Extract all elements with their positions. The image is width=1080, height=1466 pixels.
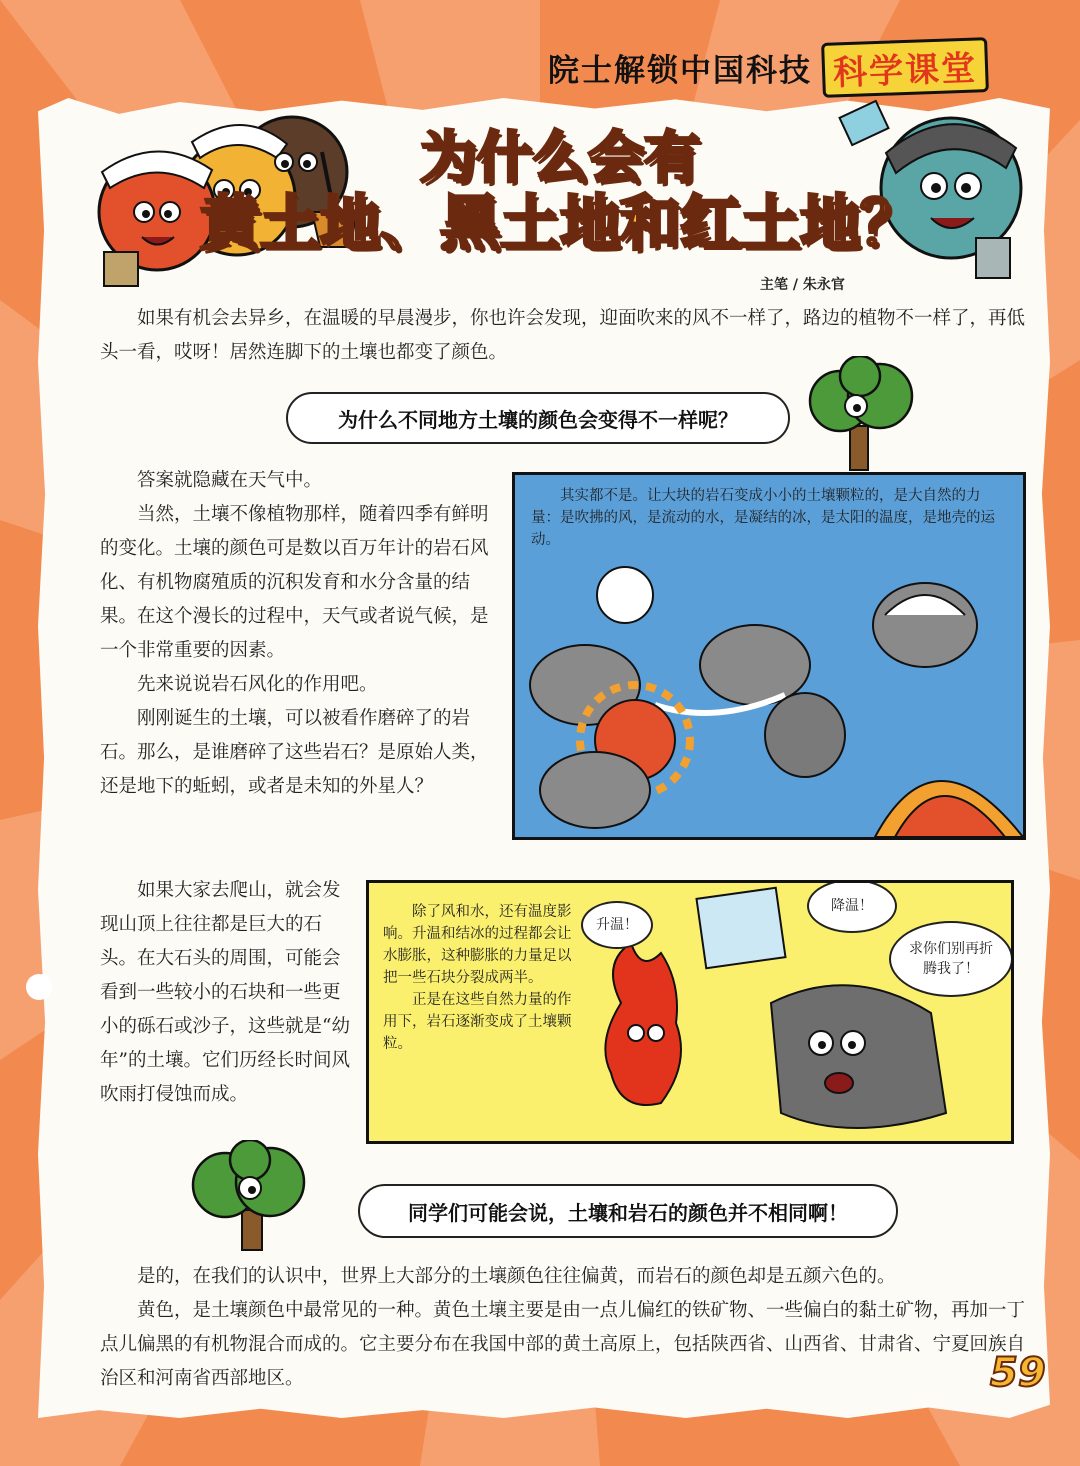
bottom-para-1: 是的，在我们的认识中，世界上大部分的土壤颜色往往偏黄，而岩石的颜色却是五颜六色的。 (137, 1266, 896, 1287)
speech-bubble-rock (889, 921, 1013, 997)
yellow-caption-2: 正是在这些自然力量的作用下，岩石逐渐变成了土壤颗粒。 (383, 992, 572, 1052)
yellow-panel-caption (383, 901, 579, 1055)
question-1-text: 为什么不同地方土壤的颜色会变得不一样呢？ (338, 407, 738, 432)
tree-character-icon (800, 356, 930, 472)
speech-rock-text: 求你们别再折腾我了！ (909, 941, 993, 977)
left-para-3: 先来说说岩石风化的作用吧。 (137, 674, 378, 695)
speech-bubble-cool (807, 880, 897, 933)
left-para-2: 当然，土壤不像植物那样，随着四季有鲜明的变化。土壤的颜色可是数以百万年计的岩石风化、有机物腐殖质的沉积发育和水分含量的结果。在这个漫长的过程中，天气或者说气候，是一个非常重要的因素。 (100, 504, 489, 661)
question-bubble-2 (358, 1184, 898, 1238)
series-title: 院士解锁中国科技 (548, 53, 812, 89)
speech-cool-text: 降温！ (831, 898, 873, 914)
punch-hole (26, 974, 52, 1000)
weathering-comic-panel (512, 472, 1026, 840)
series-badge: 科学课堂 (821, 37, 989, 98)
yellow-caption-1: 除了风和水，还有温度影响。升温和结冰的过程都会让水膨胀，这种膨胀的力量足以把一些石块分裂成两半。 (383, 904, 572, 986)
bottom-section (100, 1260, 1030, 1396)
title-line-2: 黄土地、黑土地和红土地？ (200, 188, 920, 259)
page-title (200, 128, 920, 258)
blue-panel-caption: 其实都不是。让大块的岩石变成小小的土壤颗粒的，是大自然的力量：是吹拂的风，是流动的水，是凝结的冰，是太阳的温度，是地壳的运动。 (531, 488, 995, 548)
left-column (100, 464, 494, 804)
intro-paragraph: 如果有机会去异乡，在温暖的早晨漫步，你也许会发现，迎面吹来的风不一样了，路边的植物不一样了，再低头一看，哎呀！居然连脚下的土壤也都变了颜色。 (100, 308, 1026, 363)
tree-character-2-icon (170, 1140, 340, 1252)
title-line-1: 为什么会有 (420, 126, 700, 191)
question-bubble-1 (286, 392, 790, 444)
speech-heat-text: 升温！ (596, 917, 638, 933)
question-2-text: 同学们可能会说，土壤和岩石的颜色并不相同啊！ (408, 1200, 848, 1225)
temperature-comic-panel (366, 880, 1014, 1144)
left-para-4: 刚刚诞生的土壤，可以被看作磨碎了的岩石。那么，是谁磨碎了这些岩石？是原始人类，还是地下的蚯蚓，或者是未知的外星人？ (100, 708, 489, 797)
weathering-forces-illustration (515, 555, 1023, 837)
bottom-para-2: 黄色，是土壤颜色中最常见的一种。黄色土壤主要是由一点儿偏红的铁矿物、一些偏白的黏土矿物，再加一丁点儿偏黑的有机物混合而成的。它主要分布在我国中部的黄土高原上，包括陕西省、山西省、甘肃省、宁夏回族自治区和河南省西部地区。 (100, 1300, 1026, 1389)
mountain-paragraph: 如果大家去爬山，就会发现山顶上往往都是巨大的石头。在大石头的周围，可能会看到一些较小的石块和一些更小的砾石或沙子，这些就是“幼年”的土壤。它们历经长时间风吹雨打侵蚀而成。 (100, 880, 350, 1105)
author-credit: 主笔 / 朱永官 (760, 277, 845, 293)
left-para-1: 答案就隐藏在天气中。 (137, 470, 323, 491)
page-number: 59 (990, 1350, 1046, 1396)
speech-bubble-heat (581, 901, 653, 949)
